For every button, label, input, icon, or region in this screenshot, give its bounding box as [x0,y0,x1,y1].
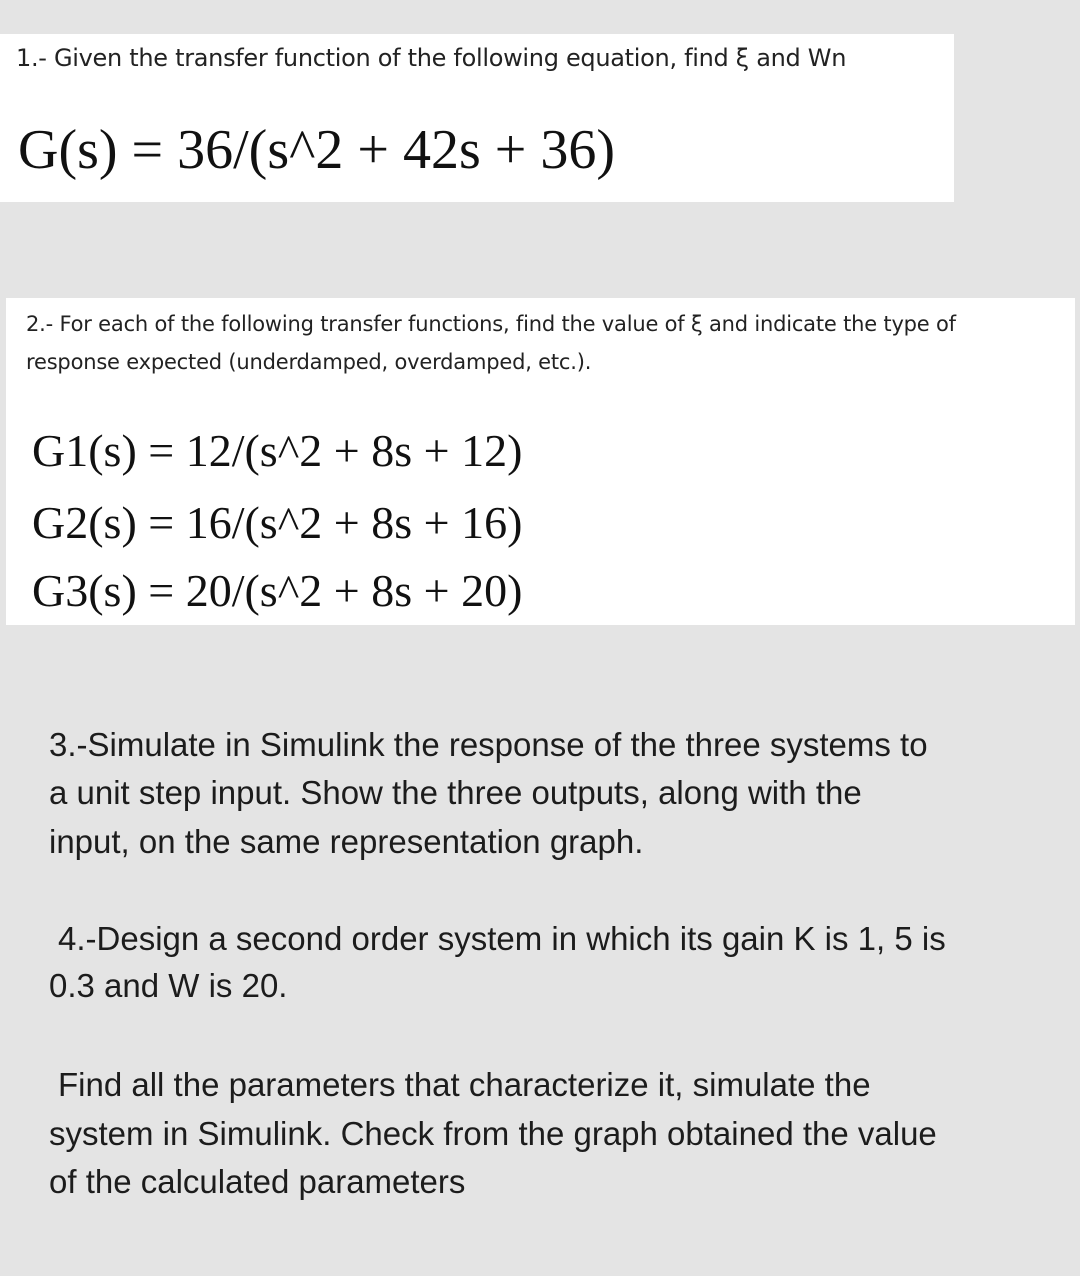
question-5-line-3: of the calculated parameters [49,1163,466,1200]
question-3-line-3: input, on the same representation graph. [49,823,644,860]
question-3-line-2: a unit step input. Show the three outputs, along with the [49,774,862,811]
question-5-line-2: system in Simulink. Check from the graph obtained the value [49,1115,937,1152]
question-2-prompt-line-2: response expected (underdamped, overdamped, etc.). [26,350,592,374]
question-4-line-2: 0.3 and W is 20. [49,967,288,1004]
question-2-prompt-line-1: 2.- For each of the following transfer functions, find the value of ξ and indicate the type of [26,312,956,336]
question-5-line-1: Find all the parameters that characterize it, simulate the [58,1066,871,1103]
transfer-function-g2: G2(s) = 16/(s^2 + 8s + 16) [32,497,523,548]
question-4-line-1: 4.-Design a second order system in which its gain K is 1, 5 is [58,920,946,957]
transfer-function-g1: G1(s) = 12/(s^2 + 8s + 12) [32,425,523,476]
transfer-function-g3: G3(s) = 20/(s^2 + 8s + 20) [32,565,523,616]
transfer-function-g: G(s) = 36/(s^2 + 42s + 36) [18,119,615,181]
question-3-line-1: 3.-Simulate in Simulink the response of the three systems to [49,726,928,763]
question-1-prompt: 1.- Given the transfer function of the following equation, find ξ and Wn [16,44,847,72]
